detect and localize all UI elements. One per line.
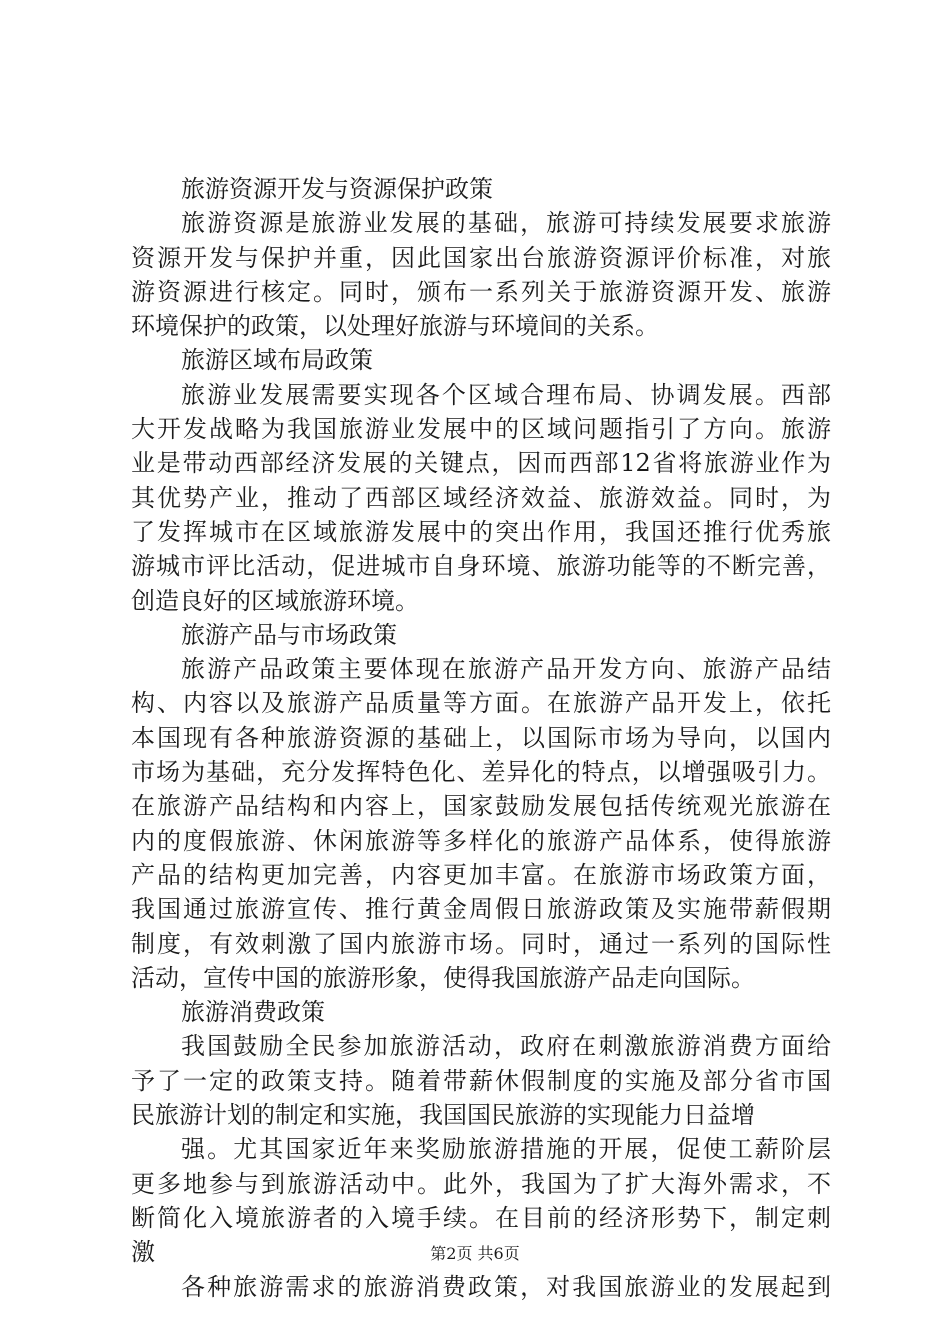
text-line: 活动，宣传中国的旅游形象，使得我国旅游产品走向国际。	[131, 963, 755, 992]
text-line: 断简化入境旅游者的入境手续。在目前的经济形势下，制定刺	[131, 1203, 831, 1232]
text-line: 我国通过旅游宣传、推行黄金周假日旅游政策及实施带薪假期	[131, 895, 831, 924]
text-line: 游城市评比活动，促进城市自身环境、旅游功能等的不断完善，	[131, 552, 831, 581]
text-line: 其优势产业，推动了西部区域经济效益、旅游效益。同时，为	[131, 483, 831, 512]
text-line: 民旅游计划的制定和实施，我国国民旅游的实现能力日益增	[131, 1101, 755, 1130]
text-line: 大开发战略为我国旅游业发展中的区域问题指引了方向。旅游	[131, 415, 831, 444]
text-line: 游资源进行核定。同时，颁布一系列关于旅游资源开发、旅游	[131, 277, 831, 306]
text-line: 旅游产品政策主要体现在旅游产品开发方向、旅游产品结	[181, 655, 831, 684]
text-line: 我国鼓励全民参加旅游活动，政府在刺激旅游消费方面给	[181, 1032, 831, 1061]
text-line: 激	[131, 1238, 155, 1267]
text-line: 了发挥城市在区域旅游发展中的突出作用，我国还推行优秀旅	[131, 517, 831, 546]
text-line: 制度，有效刺激了国内旅游市场。同时，通过一系列的国际性	[131, 929, 831, 958]
text-line: 业是带动西部经济发展的关键点，因而西部12省将旅游业作为	[131, 449, 831, 478]
text-line: 旅游资源是旅游业发展的基础，旅游可持续发展要求旅游	[181, 209, 831, 238]
text-line: 构、内容以及旅游产品质量等方面。在旅游产品开发上，依托	[131, 689, 831, 718]
text-line: 创造良好的区域旅游环境。	[131, 586, 419, 615]
text-line: 资源开发与保护并重，因此国家出台旅游资源评价标准，对旅	[131, 243, 831, 272]
text-line: 各种旅游需求的旅游消费政策，对我国旅游业的发展起到	[181, 1272, 831, 1301]
text-line: 在旅游产品结构和内容上，国家鼓励发展包括传统观光旅游在	[131, 792, 831, 821]
text-line: 产品的结构更加完善，内容更加丰富。在旅游市场政策方面，	[131, 860, 831, 889]
section-heading: 旅游消费政策	[181, 998, 325, 1027]
text-line: 予了一定的政策支持。随着带薪休假制度的实施及部分省市国	[131, 1066, 831, 1095]
text-line: 市场为基础，充分发挥特色化、差异化的特点，以增强吸引力。	[131, 758, 831, 787]
text-line: 更多地参与到旅游活动中。此外，我国为了扩大海外需求，不	[131, 1169, 831, 1198]
document-body	[131, 172, 831, 1304]
text-line: 旅游业发展需要实现各个区域合理布局、协调发展。西部	[181, 380, 831, 409]
page-number-footer: 第2页 共6页	[430, 1244, 520, 1263]
text-line: 本国现有各种旅游资源的基础上，以国际市场为导向，以国内	[131, 723, 831, 752]
text-line: 强。尤其国家近年来奖励旅游措施的开展，促使工薪阶层	[181, 1135, 831, 1164]
section-heading: 旅游区域布局政策	[181, 346, 373, 375]
section-heading: 旅游资源开发与资源保护政策	[181, 175, 493, 203]
text-line: 内的度假旅游、休闲旅游等多样化的旅游产品体系，使得旅游	[131, 826, 831, 855]
section-heading: 旅游产品与市场政策	[181, 620, 397, 649]
text-line: 环境保护的政策，以处理好旅游与环境间的关系。	[131, 312, 659, 341]
